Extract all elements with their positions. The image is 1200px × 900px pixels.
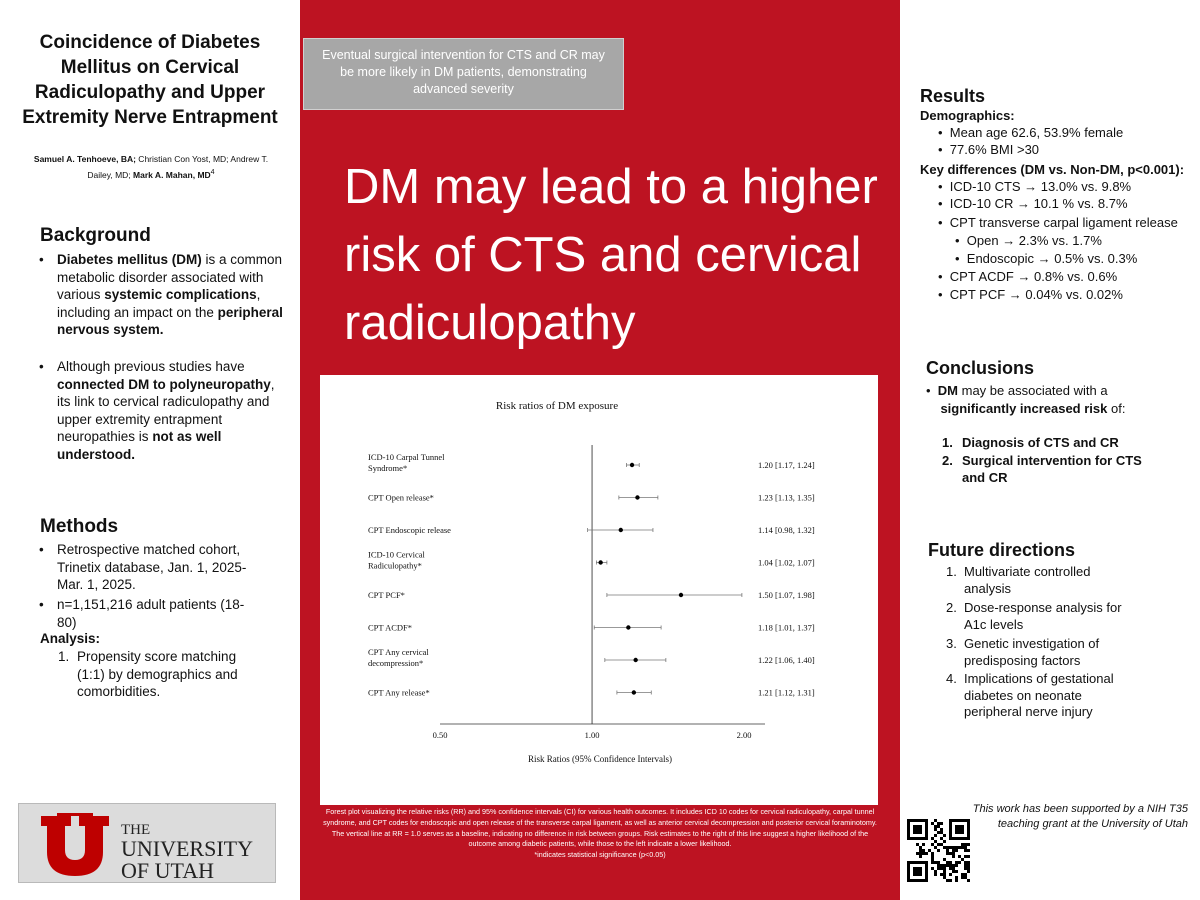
qr-module [946,861,949,864]
qr-module [946,852,949,855]
row-label: ICD-10 Carpal Tunnel [368,452,445,462]
qr-module [952,849,955,852]
rr-value: 1.04 [1.02, 1.07] [758,557,815,568]
qr-module [943,876,946,879]
qr-code-graphic [906,818,970,882]
key-sub-bullet-1: • Open → 2.3% vs. 1.7% [955,233,1102,248]
qr-module [964,861,967,864]
qr-module [964,843,967,846]
future-num: 2. [946,600,957,615]
author-list [26,153,276,182]
bg-b1-t2: is a common metabolic disorder associated with various [57,252,283,302]
qr-module [952,867,955,870]
qr-module [943,840,946,843]
key-4-text: CPT ACDF → 0.8% vs. 0.6% [949,269,1118,284]
qr-module [931,867,934,870]
figure-caption [322,807,878,861]
key-bullet-5: • CPT PCF → 0.04% vs. 0.02% [938,287,1123,302]
qr-module [952,855,955,858]
qr-module [934,861,937,864]
bg-b1-t3: systemic complications [104,287,257,302]
qr-module [949,846,952,849]
key-differences-label: Key differences (DM vs. Non-DM, p<0.001): [920,162,1185,177]
qr-module [949,864,952,867]
key-3b-text: Endoscopic → 0.5% vs. 0.3% [966,251,1138,266]
rr-value: 1.50 [1.07, 1.98] [758,590,815,600]
row-label: CPT Any cervical [368,647,429,657]
grant-acknowledgement: This work has been supported by a NIH T35 teaching grant at the University of Utah [972,803,1188,830]
demo-bullet-2: • 77.6% BMI >30 [938,142,1040,157]
bg-b1-t1: Diabetes mellitus (DM) [57,252,202,267]
qr-module [967,864,970,867]
qr-module [919,852,922,855]
qr-module [943,873,946,876]
qr-module [967,861,970,864]
rr-point [633,658,637,662]
background-heading: Background [40,225,151,246]
qr-module [952,864,955,867]
row-label: CPT PCF* [368,590,405,600]
conclusion-num-2: 2. [942,453,953,468]
row-label: CPT Endoscopic release [368,525,451,535]
key-1-text: ICD-10 CTS → 13.0% vs. 9.8% [949,179,1132,194]
qr-module [946,879,949,882]
rr-point [619,528,623,532]
qr-module [934,873,937,876]
qr-module [940,837,943,840]
qr-module [961,858,964,861]
bg-b2-t2: connected DM to polyneuropathy [57,376,271,392]
qr-module [916,843,919,846]
future-item: Genetic investigation of predisposing factors [964,636,1100,668]
qr-module [955,849,958,852]
qr-module [961,846,964,849]
qr-module [934,828,937,831]
forest-rows [368,452,815,698]
methods-heading: Methods [40,516,119,537]
row-label: CPT Any release* [368,687,430,698]
key-bullet-2: • ICD-10 CR → 10.1 % vs. 8.7% [938,196,1128,211]
row-label: ICD-10 Cervical [368,549,425,560]
qr-module [940,867,943,870]
forest-plot [320,375,878,805]
bg-b2-t1: Although previous studies have [57,359,245,374]
qr-module [967,867,970,870]
caption-significance: *indicates statistical significance (p<0.05) [534,850,666,860]
qr-module [964,867,967,870]
qr-module [943,846,946,849]
methods-bullet-2 [39,596,262,631]
qr-module [937,822,940,825]
row-label: decompression* [368,658,424,668]
qr-module [928,849,931,852]
qr-module [943,870,946,873]
qr-module [967,870,970,873]
qr-module [958,855,961,858]
conclusion-item-1: Diagnosis of CTS and CR [962,435,1119,450]
qr-module [931,822,934,825]
caption-text: Forest plot visualizing the relative risks (RR) and 95% confidence intervals (CI) for various health outcomes. It includes ICD 10 codes for cervical radiculopathy, carpal tunnel syndrome, and CPT codes for endoscopic and open release of the transverse carpal ligament, as well as anterior cervical decompression and posterior cervical foraminotomy. The vertical line at RR = 1.0 serves as a baseline, indicating no difference in risk between groups. Risk estimates to the right of this line suggest a higher likelihood of the outcome among diabetic patients, while those to the left indicate a lower likelihood. [323,807,877,849]
x-ticks [433,730,752,740]
chart-title: Risk ratios of DM exposure [495,400,619,412]
qr-module [952,846,955,849]
future-item: Multivariate controlled analysis [964,564,1091,596]
bullet-icon: • [39,597,44,612]
main-headline: DM may lead to a higher risk of CTS and cervical radiculopathy [344,160,878,350]
qr-module [961,876,964,879]
concl-c1: DM [937,383,958,398]
rr-value: 1.20 [1.17, 1.24] [758,460,815,470]
qr-module [934,846,937,849]
x-axis-label: Risk Ratios (95% Confidence Intervals) [528,754,672,764]
qr-module [958,846,961,849]
key-finding-box: Eventual surgical intervention for CTS and CR may be more likely in DM patients, demonstrating advanced severity [303,38,624,110]
row-label: Radiculopathy* [368,560,422,571]
qr-module [919,849,922,852]
qr-module [949,873,952,876]
key-bullet-3: • CPT transverse carpal ligament release [938,215,1178,230]
qr-module [961,843,964,846]
row-label: CPT Open release* [368,492,434,503]
qr-module [964,849,967,852]
row-label: CPT ACDF* [368,622,413,633]
qr-module [964,855,967,858]
qr-module [916,852,919,855]
qr-module [940,831,943,834]
qr-module [949,852,952,855]
qr-module [952,852,955,855]
rr-point [598,560,602,564]
qr-module [931,855,934,858]
qr-module [943,858,946,861]
qr-module [964,846,967,849]
bullet-icon: • [39,359,44,374]
qr-module [937,825,940,828]
key-2-text: ICD-10 CR → 10.1 % vs. 8.7% [949,196,1128,211]
future-num: 4. [946,671,957,686]
rr-point [630,463,634,467]
future-item: Implications of gestational diabetes on neonate peripheral nerve injury [964,671,1114,719]
qr-module [943,864,946,867]
qr-module [925,852,928,855]
logo-line-1: THE [121,822,151,838]
key-3a-text: Open → 2.3% vs. 1.7% [966,233,1102,248]
author-1: Samuel A. Tenhoeve, BA; [33,154,136,164]
qr-module [946,846,949,849]
future-num: 3. [946,636,957,651]
university-logo-graphic [19,804,277,884]
concl-c4: of: [1107,401,1126,416]
future-num: 1. [946,564,957,579]
logo-line-3: OF UTAH [121,858,214,883]
concl-c3: significantly increased risk [940,401,1108,416]
bg-b1-t4: , including an impact on the [57,287,261,320]
qr-module [952,870,955,873]
bullet-icon: • [39,252,44,267]
qr-module [922,852,925,855]
bg-b2-t4: not as well understood. [57,429,222,462]
rr-value: 1.14 [0.98, 1.32] [758,525,815,535]
qr-module [967,849,970,852]
qr-module [955,876,958,879]
bg-b2-t3: , its link to cervical radiculopathy and upper extremity entrapment neuropathies is [57,376,275,444]
methods-b1-text: Retrospective matched cohort, Trinetix database, Jan. 1, 2025-Mar. 1, 2025. [57,542,247,592]
conclusions-heading: Conclusions [926,358,1035,378]
conclusions-text: • DM may be associated with a significantly increased risk of: [926,383,1126,416]
qr-module [919,855,922,858]
qr-module [931,837,934,840]
qr-finder [913,867,922,876]
university-logo [18,803,276,883]
conclusion-item-2: Surgical intervention for CTS and CR [962,453,1142,485]
forest-plot-svg [320,375,878,805]
qr-module [922,843,925,846]
qr-module [940,843,943,846]
qr-code[interactable] [906,818,970,882]
qr-module [946,864,949,867]
author-sup: 4 [210,168,215,176]
key-3-text: CPT transverse carpal ligament release [949,215,1178,230]
qr-finder [913,825,922,834]
demo-1-text: Mean age 62.6, 53.9% female [949,125,1124,140]
qr-module [967,855,970,858]
bg-b1-t5: peripheral nervous system. [57,304,283,337]
qr-module [943,834,946,837]
demographics-label: Demographics: [920,108,1015,123]
qr-module [931,852,934,855]
right-column [900,0,1200,900]
x-tick-label: 1.00 [584,730,600,740]
qr-module [967,843,970,846]
author-4: Mark A. Mahan, MD [133,169,211,180]
background-bullet-2 [39,358,277,463]
poster-title: Coincidence of Diabetes Mellitus on Cervical Radiculopathy and Upper Extremity Nerve Entrapment [22,32,278,128]
analysis-label: Analysis: [40,631,101,646]
left-column [0,0,300,900]
qr-module [940,873,943,876]
conclusion-num-1: 1. [942,435,953,450]
concl-c2: may be associated with a [958,383,1108,398]
qr-module [946,849,949,852]
qr-module [949,879,952,882]
key-bullet-4: • CPT ACDF → 0.8% vs. 0.6% [938,269,1118,284]
rr-point [679,593,683,597]
qr-module [931,861,934,864]
qr-module [931,858,934,861]
demo-bullet-1: • Mean age 62.6, 53.9% female [938,125,1124,140]
qr-finder [955,825,964,834]
qr-module [934,825,937,828]
results-heading: Results [920,86,986,106]
rr-point [632,690,636,694]
bullet-icon: • [39,542,44,557]
x-tick-label: 0.50 [432,730,448,740]
demo-2-text: 77.6% BMI >30 [949,142,1040,157]
qr-module [937,849,940,852]
qr-module [937,843,940,846]
qr-module [958,861,961,864]
analysis-num-1: 1. [58,649,70,664]
qr-module [931,843,934,846]
qr-module [940,828,943,831]
qr-module [964,864,967,867]
qr-module [961,873,964,876]
qr-module [922,849,925,852]
qr-module [955,879,958,882]
x-tick-label: 2.00 [736,730,752,740]
qr-module [937,831,940,834]
qr-module [934,840,937,843]
analysis-item-1: Propensity score matching (1:1) by demographics and comorbidities. [77,649,238,699]
qr-module [919,846,922,849]
logo-line-2: UNIVERSITY [121,836,253,861]
center-panel [300,0,900,900]
rr-value: 1.22 [1.06, 1.40] [758,655,815,665]
qr-module [940,864,943,867]
qr-module [934,870,937,873]
qr-module [937,867,940,870]
qr-module [937,864,940,867]
qr-module [955,861,958,864]
rr-value: 1.18 [1.01, 1.37] [758,622,815,633]
qr-module [949,867,952,870]
qr-module [943,867,946,870]
qr-module [955,864,958,867]
qr-module [934,819,937,822]
background-bullet-1 [39,251,285,339]
qr-module [937,861,940,864]
block-u-icon [41,816,109,876]
rr-value: 1.23 [1.13, 1.35] [758,492,815,503]
row-label: Syndrome* [368,463,408,473]
qr-module [955,870,958,873]
qr-module [934,834,937,837]
rr-point [626,625,630,629]
qr-module [940,822,943,825]
key-sub-bullet-2: • Endoscopic → 0.5% vs. 0.3% [955,251,1138,266]
methods-b2-text: n=1,151,216 adult patients (18-80) [57,597,245,630]
qr-module [949,861,952,864]
qr-module [967,879,970,882]
rr-point [635,495,639,499]
future-item: Dose-response analysis for A1c levels [964,600,1122,632]
future-directions-heading: Future directions [928,540,1076,560]
rr-value: 1.21 [1.12, 1.31] [758,687,815,698]
key-bullet-1: • ICD-10 CTS → 13.0% vs. 9.8% [938,179,1132,194]
qr-module [964,873,967,876]
qr-module [955,846,958,849]
methods-bullet-1 [39,541,262,594]
author-2-3: Christian Con Yost, MD; Andrew T. Dailey, MD; [87,154,269,180]
key-5-text: CPT PCF → 0.04% vs. 0.02% [949,287,1123,302]
qr-module [964,876,967,879]
